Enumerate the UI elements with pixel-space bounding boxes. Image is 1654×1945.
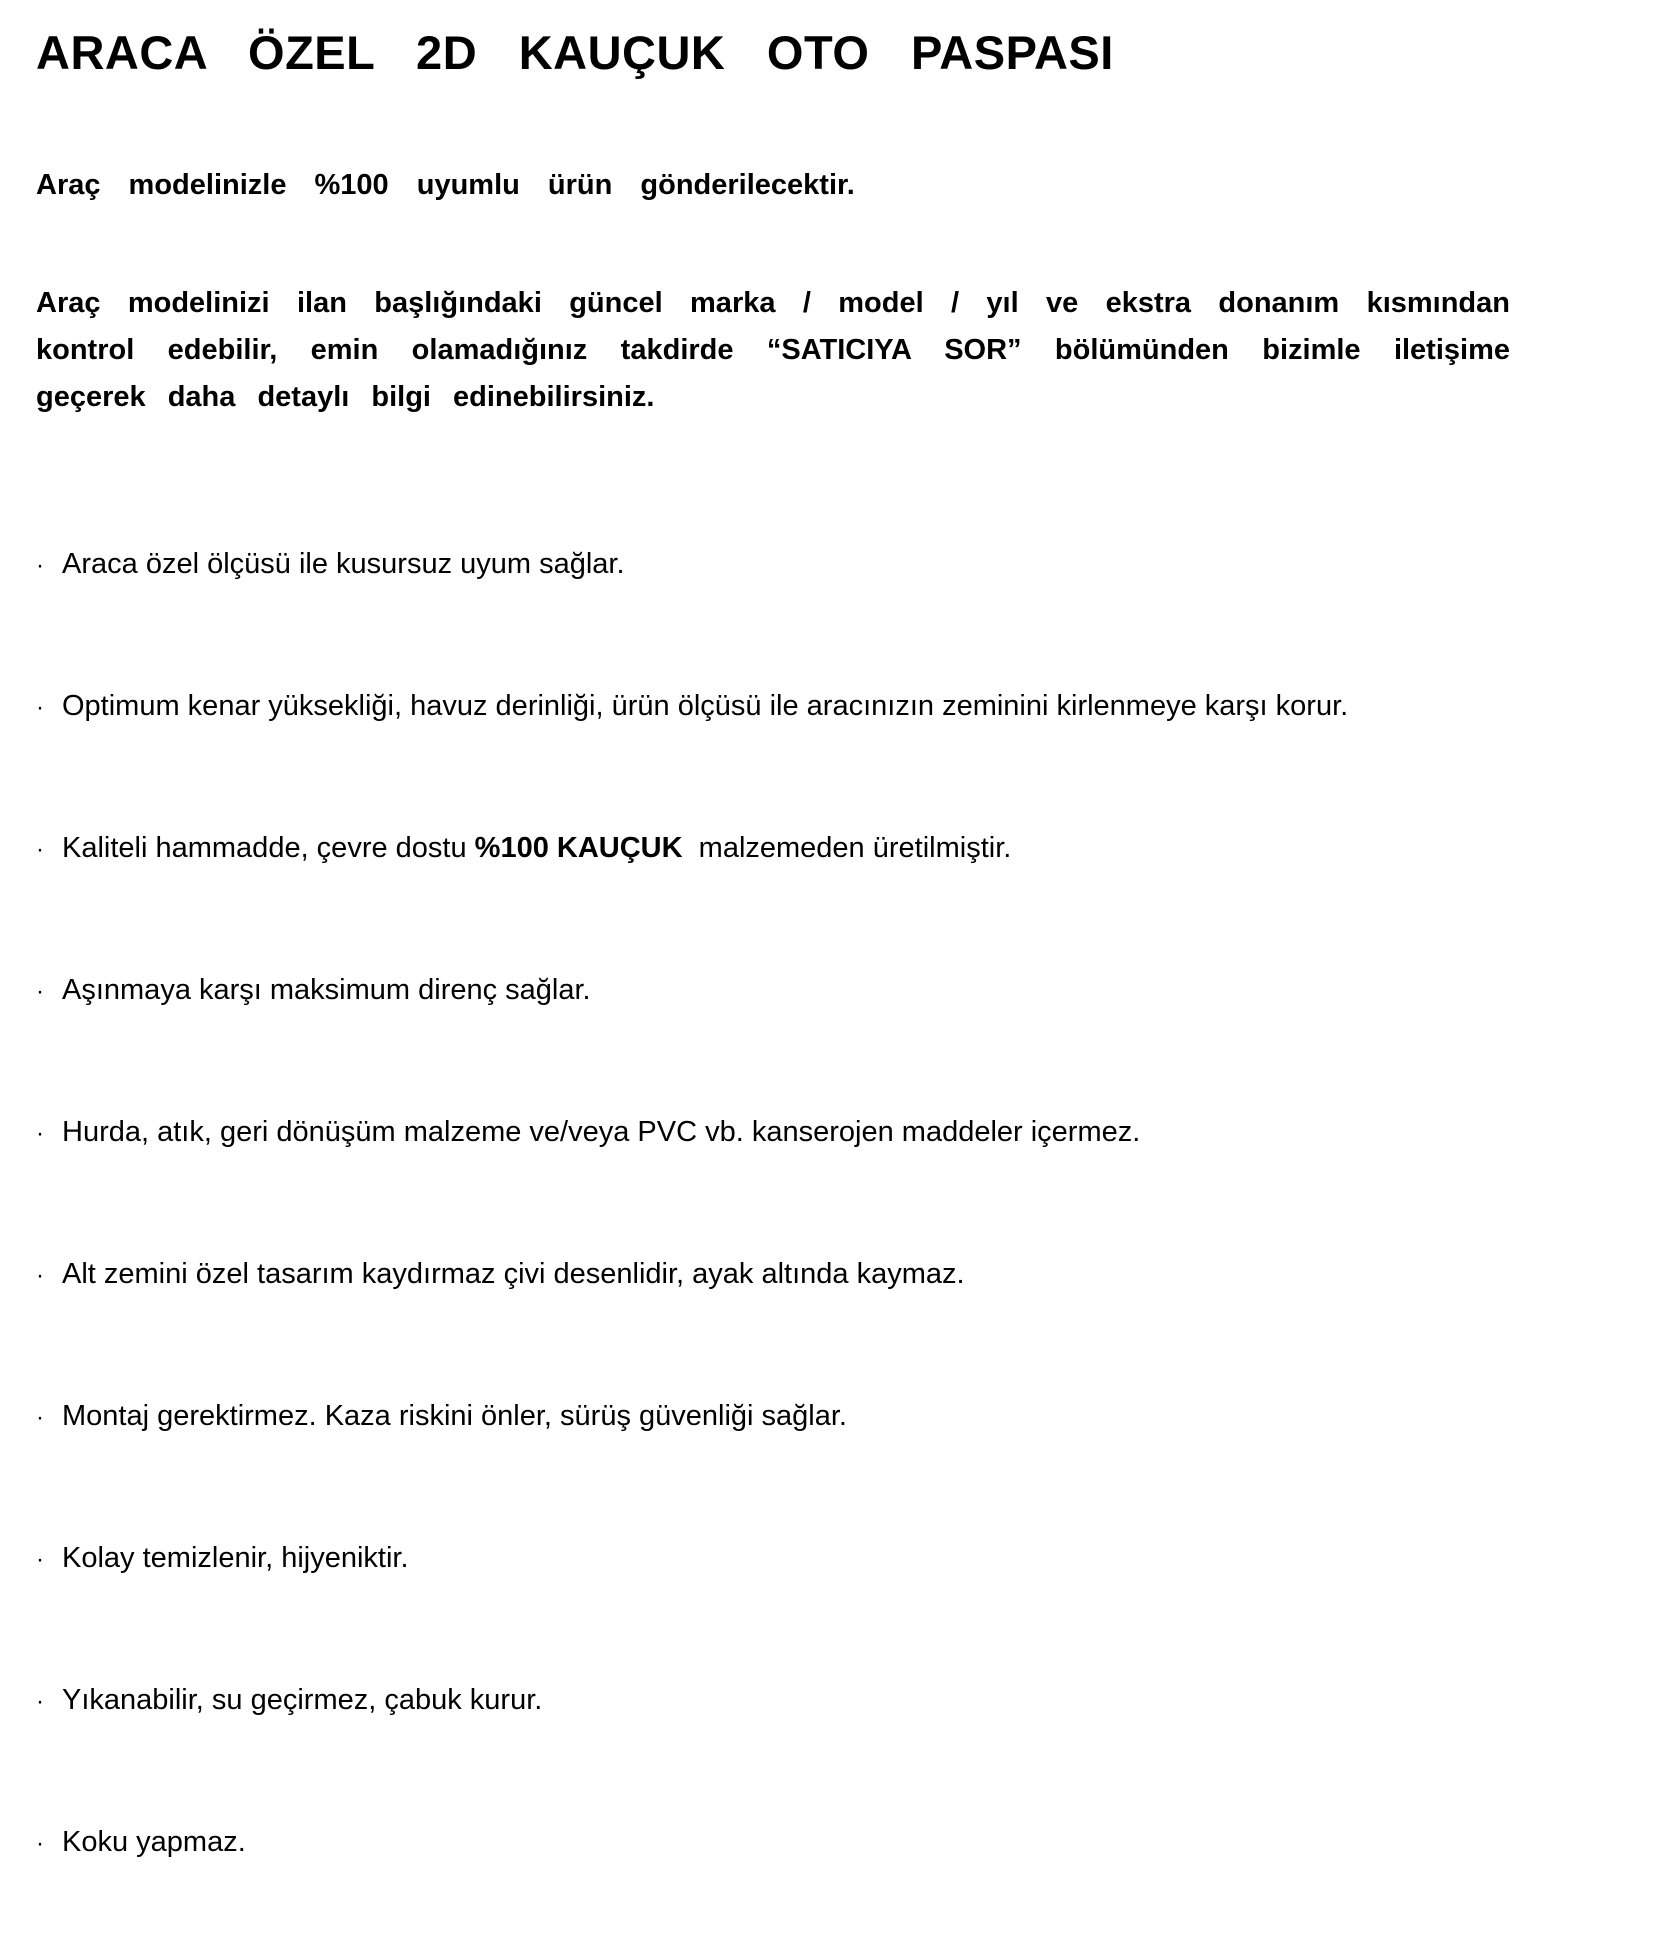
bullet-marker: ·	[36, 1688, 44, 1715]
feature-text-bold: %100 KAUÇUK	[474, 832, 683, 864]
feature-item-washable	[36, 1677, 1510, 1725]
bullet-marker: ·	[36, 978, 44, 1005]
info-paragraph-line-1: Araç modelinizi ilan başlığındaki güncel marka / model / yıl ve ekstra donanım kısmından	[36, 287, 1510, 319]
page-title: ARACA ÖZEL 2D KAUÇUK OTO PASPASI	[36, 26, 1114, 79]
feature-text: Hurda, atık, geri dönüşüm malzeme ve/veya PVC vb. kanserojen maddeler içermez.	[62, 1116, 1141, 1148]
feature-text-prefix: Kaliteli hammadde, çevre dostu	[62, 832, 475, 864]
feature-item-no-odor	[36, 1819, 1510, 1867]
feature-text: Yıkanabilir, su geçirmez, çabuk kurur.	[62, 1684, 543, 1716]
compatibility-note: Araç modelinizle %100 uyumlu ürün gönderilecektir.	[36, 169, 855, 201]
bullet-marker: ·	[36, 1546, 44, 1573]
feature-item-fit	[36, 541, 1510, 589]
feature-text: Koku yapmaz.	[62, 1826, 246, 1858]
feature-text: Montaj gerektirmez. Kaza riskini önler, sürüş güvenliği sağlar.	[62, 1400, 847, 1432]
feature-item-edge-height	[36, 683, 1510, 731]
bullet-marker: ·	[36, 1120, 44, 1147]
feature-text: Araca özel ölçüsü ile kusursuz uyum sağlar.	[62, 548, 625, 580]
bullet-marker: ·	[36, 1404, 44, 1431]
feature-text: Alt zemini özel tasarım kaydırmaz çivi desenlidir, ayak altında kaymaz.	[62, 1258, 965, 1290]
feature-item-abrasion	[36, 967, 1510, 1015]
feature-text	[62, 825, 1011, 872]
feature-text: Aşınmaya karşı maksimum direnç sağlar.	[62, 974, 591, 1006]
bullet-marker: ·	[36, 836, 44, 863]
info-paragraph-line-2: kontrol edebilir, emin olamadığınız takdirde “SATICIYA SOR” bölümünden bizimle iletişime	[36, 334, 1510, 366]
feature-text: Kolay temizlenir, hijyeniktir.	[62, 1542, 409, 1574]
feature-item-antislip	[36, 1251, 1510, 1299]
bullet-marker: ·	[36, 1262, 44, 1289]
feature-item-material	[36, 825, 1510, 873]
bullet-marker: ·	[36, 694, 44, 721]
feature-item-no-carcinogens	[36, 1109, 1510, 1157]
bullet-marker: ·	[36, 1830, 44, 1857]
bullet-marker: ·	[36, 552, 44, 579]
feature-list	[36, 541, 1510, 1867]
feature-text: Optimum kenar yüksekliği, havuz derinliği, ürün ölçüsü ile aracınızın zeminini kirlenmeye karşı korur.	[62, 690, 1349, 722]
feature-item-easy-clean	[36, 1535, 1510, 1583]
feature-text-suffix: malzemeden üretilmiştir.	[682, 832, 1012, 864]
info-paragraph-line-3: geçerek daha detaylı bilgi edinebilirsiniz.	[36, 381, 655, 413]
feature-item-no-assembly	[36, 1393, 1510, 1441]
info-paragraph	[36, 280, 1510, 421]
